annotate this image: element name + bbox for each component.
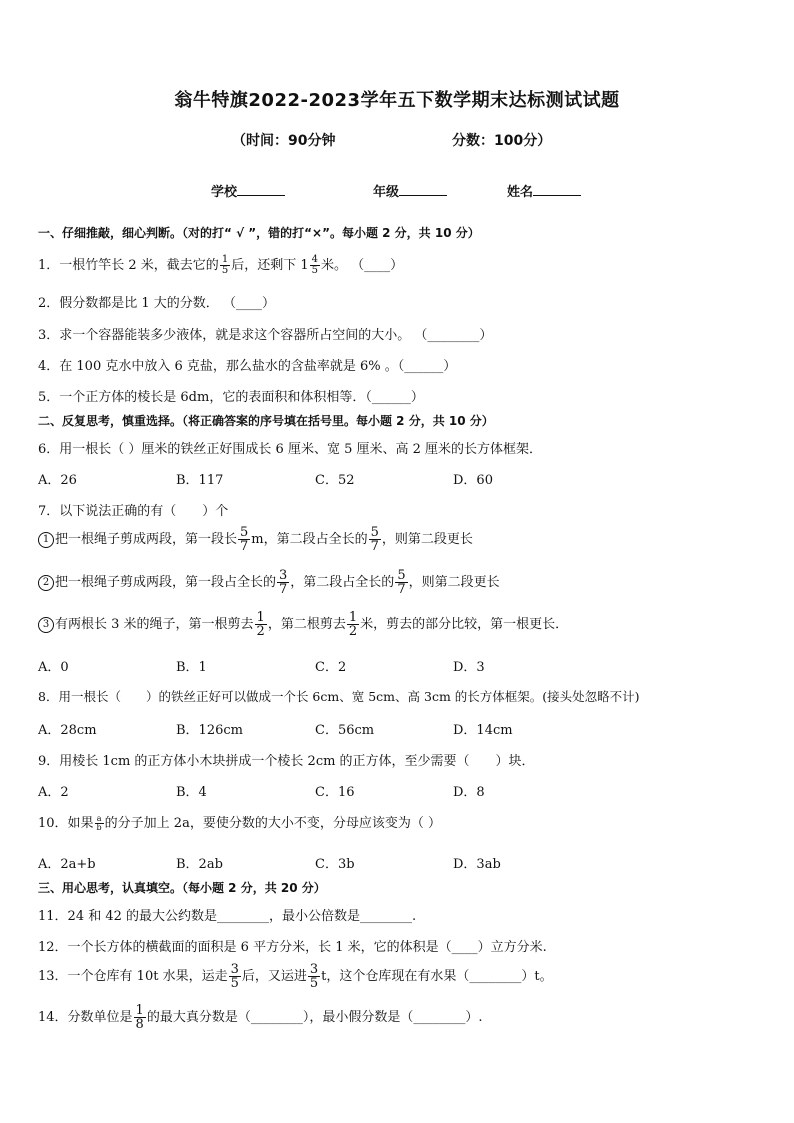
- q7-s1-number: 1: [38, 532, 54, 548]
- q7-s3-fraction-2: $\frac{1}{2}$: [348, 610, 358, 639]
- q7-option-a[interactable]: A．0: [38, 660, 69, 675]
- question-6: 6．用一根长（ ）厘米的铁丝正好围成长 6 厘米、宽 5 厘米、高 2 厘米的长方体框架．: [38, 442, 543, 457]
- question-8: 8．用一根长（ ）的铁丝正好可以做成一个长 6cm、宽 5cm、高 3cm 的长方体框架。(接头处忽略不计): [38, 689, 640, 704]
- exam-score: 分数：100分）: [452, 133, 552, 149]
- exam-title: 翁牛特旗2022-2023学年五下数学期末达标测试试题: [174, 90, 620, 111]
- q7-s1-fraction-1: $\frac{5}{7}$: [240, 525, 249, 554]
- q14-fraction: $\frac{1}{8}$: [135, 1003, 144, 1032]
- question-4: 4．在 100 克水中放入 6 克盐，那么盐水的含盐率就是 6% 。（______）: [38, 359, 457, 374]
- q10-fraction: $\frac{a}{b}$: [96, 814, 102, 832]
- q7-option-b[interactable]: B．1: [176, 660, 207, 675]
- grade-field[interactable]: [373, 181, 447, 200]
- name-label: 姓名: [507, 185, 534, 200]
- q7-statement-1: 1 把一根绳子剪成两段，第一段长 $\frac{5}{7}$ m，第二段占全长的 $\frac{5}{7}$ ，则第二段更长: [38, 526, 473, 553]
- q7-s2-fraction-2: $\frac{5}{7}$: [397, 568, 406, 597]
- question-10: 10．如果 $\frac{a}{b}$ 的分子加上 2a，要使分数的大小不变，分母应该变为（ ）: [38, 814, 441, 832]
- question-5: 5．一个正方体的棱长是 6dm，它的表面积和体积相等．（______）: [38, 390, 424, 405]
- question-9: 9．用棱长 1cm 的正方体小木块拼成一个棱长 2cm 的正方体，至少需要（ ）块．: [38, 754, 535, 769]
- section-1-heading: 一、仔细推敲，细心判断。（对的打“ √ ”，错的打“×”。每小题 2 分，共 10 分）: [38, 226, 480, 240]
- q1-text-a: 1．一根竹竿长 2 米，截去它的: [38, 258, 219, 273]
- q10-option-a[interactable]: A．2a+b: [38, 857, 96, 872]
- q8-option-a[interactable]: A．28cm: [38, 723, 97, 738]
- name-blank[interactable]: [533, 183, 581, 196]
- question-1: [38, 254, 403, 276]
- q7-s3-fraction-1: $\frac{1}{2}$: [256, 610, 265, 639]
- q8-option-c[interactable]: C．56cm: [315, 723, 375, 738]
- q6-option-a[interactable]: A．26: [38, 473, 77, 488]
- q9-option-c[interactable]: C．16: [315, 785, 355, 800]
- q7-s2-number: 2: [38, 575, 54, 591]
- q1-fraction-1: $\frac{1}{5}$: [221, 254, 229, 276]
- name-field[interactable]: [507, 181, 581, 200]
- q10-option-d[interactable]: D．3ab: [453, 857, 501, 872]
- question-7: 7．以下说法正确的有（ ）个: [38, 504, 229, 519]
- q1-fraction-2: $\frac{4}{5}$: [311, 254, 318, 276]
- question-14: 14．分数单位是 $\frac{1}{8}$ 的最大真分数是（________），最小假分数是（________）.: [38, 1003, 483, 1032]
- question-2: 2．假分数都是比 1 大的分数． （____）: [38, 296, 275, 311]
- q1-text-c: 米。 （____）: [320, 258, 404, 273]
- q8-option-d[interactable]: D．14cm: [453, 723, 513, 738]
- q7-statement-3: 3 有两根长 3 米的绳子，第一根剪去 $\frac{1}{2}$ ，第二根剪去 $\frac{1}{2}$ 米，剪去的部分比较，第一根更长．: [38, 611, 568, 638]
- section-2-heading: 二、反复思考，慎重选择。（将正确答案的序号填在括号里。每小题 2 分，共 10 分）: [38, 414, 494, 428]
- q7-s3-number: 3: [38, 617, 54, 633]
- q13-fraction-1: $\frac{3}{5}$: [230, 962, 239, 991]
- q1-text-b: 后，还剩下 1: [231, 258, 309, 273]
- q10-option-b[interactable]: B．2ab: [176, 857, 223, 872]
- q10-option-c[interactable]: C．3b: [315, 857, 355, 872]
- q9-option-b[interactable]: B．4: [176, 785, 207, 800]
- grade-label: 年级: [373, 185, 400, 200]
- q7-s2-fraction-1: $\frac{3}{7}$: [279, 568, 288, 597]
- q7-option-d[interactable]: D．3: [453, 660, 485, 675]
- q7-s1-fraction-2: $\frac{5}{7}$: [370, 525, 379, 554]
- question-3: 3．求一个容器能装多少液体，就是求这个容器所占空间的大小。 （________）: [38, 328, 493, 343]
- q13-fraction-2: $\frac{3}{5}$: [309, 962, 319, 991]
- grade-blank[interactable]: [399, 183, 447, 196]
- question-12: 12．一个长方体的横截面的面积是 6 平方分米，长 1 米，它的体积是（____）立方分米.: [38, 940, 547, 955]
- q6-option-c[interactable]: C．52: [315, 473, 355, 488]
- q9-option-d[interactable]: D．8: [453, 785, 485, 800]
- q6-option-b[interactable]: B．117: [176, 473, 224, 488]
- school-blank[interactable]: [237, 183, 285, 196]
- q8-option-b[interactable]: B．126cm: [176, 723, 243, 738]
- question-11: 11．24 和 42 的最大公约数是________，最小公倍数是________.: [38, 909, 417, 924]
- question-13: 13．一个仓库有 10t 水果，运走 $\frac{3}{5}$ 后，又运进 $\frac{3}{5}$ t，这个仓库现在有水果（________）t。: [38, 962, 553, 991]
- school-label: 学校: [211, 185, 238, 200]
- q7-option-c[interactable]: C．2: [315, 660, 347, 675]
- q7-statement-2: 2 把一根绳子剪成两段，第一段占全长的 $\frac{3}{7}$ ，第二段占全长的 $\frac{5}{7}$ ，则第二段更长: [38, 569, 500, 596]
- exam-time: （时间：90分钟: [232, 133, 336, 149]
- q9-option-a[interactable]: A．2: [38, 785, 69, 800]
- school-field[interactable]: [211, 181, 285, 200]
- section-3-heading: 三、用心思考，认真填空。（每小题 2 分，共 20 分）: [38, 881, 326, 895]
- q6-option-d[interactable]: D．60: [453, 473, 493, 488]
